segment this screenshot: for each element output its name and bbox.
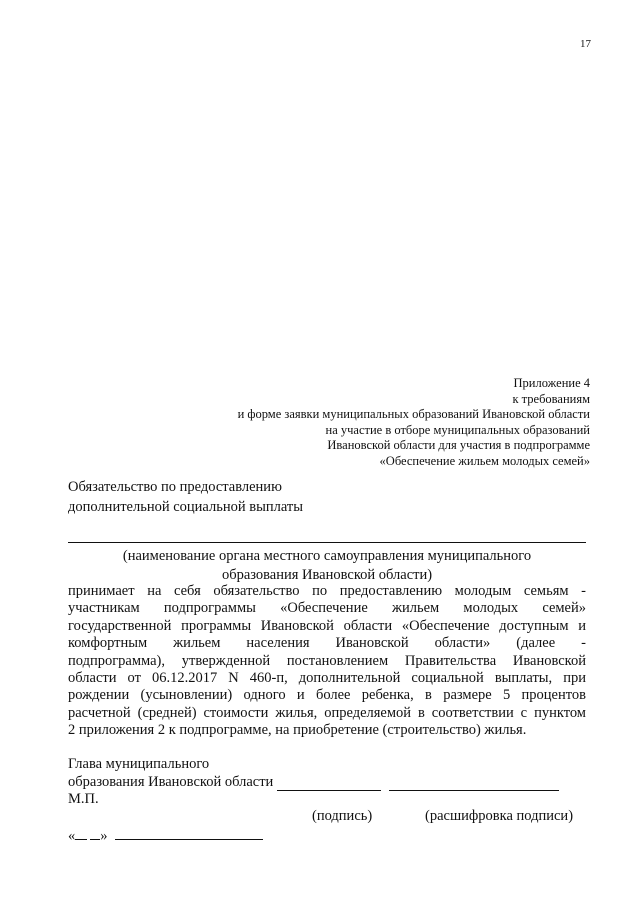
caption-line: образования Ивановской области)	[221, 567, 433, 583]
appendix-line: и форме заявки муниципальных образований Ивановской области	[237, 407, 590, 421]
signature-decoding-caption: (расшифровка подписи)	[425, 808, 574, 824]
body-line: 2 приложения 2 к подпрограмме, на приобретение (строительство) жилья.	[68, 722, 527, 739]
title-line: Обязательство по предоставлению	[68, 479, 282, 495]
body-line: области от 06.12.2017 N 460-п, дополнительной социальной выплаты, при	[68, 670, 586, 687]
page-number: 17	[580, 38, 591, 50]
appendix-line: «Обеспечение жильем молодых семей»	[379, 453, 590, 468]
appendix-line: на участие в отборе муниципальных образований	[325, 422, 590, 437]
head-title-line: Глава муниципального	[68, 756, 210, 772]
obligation-text	[68, 583, 586, 740]
title-line: дополнительной социальной выплаты	[68, 499, 303, 515]
appendix-line: к требованиям	[512, 391, 590, 406]
date-line	[68, 826, 263, 845]
signature-decoding-field[interactable]	[389, 776, 559, 791]
body-line: подпрограмма), утвержденной постановлением Правительства Ивановской	[68, 652, 586, 669]
body-line: комфортным жильем населения Ивановской области» (далее -	[68, 635, 586, 652]
signature-caption: (подпись)	[312, 808, 373, 824]
caption-line: (наименование органа местного самоуправления муниципального	[122, 548, 532, 564]
body-line: участникам подпрограммы «Обеспечение жильем молодых семей»	[68, 600, 586, 617]
org-name-caption	[68, 547, 586, 585]
document-title	[68, 477, 303, 517]
signature-field[interactable]	[277, 776, 381, 791]
head-title-line: образования Ивановской области	[68, 773, 274, 790]
date-day-field-2[interactable]	[90, 826, 100, 840]
date-close-quote: »	[100, 828, 108, 844]
body-line: принимает на себя обязательство по предоставлению молодым семьям -	[68, 583, 586, 599]
date-open-quote: «	[68, 828, 76, 844]
signature-block	[68, 756, 559, 809]
appendix-line: Приложение 4	[513, 376, 590, 390]
date-day-field[interactable]	[75, 826, 87, 840]
body-line: расчетной (средней) стоимости жилья, определяемой в соответствии с пунктом	[68, 704, 586, 721]
body-line: государственной программы Ивановской области «Обеспечение доступным и	[68, 617, 586, 634]
body-line: рождении (усыновлении) одного и более ребенка, в размере 5 процентов	[68, 687, 586, 704]
stamp-label: М.П.	[68, 791, 99, 807]
head-title-row	[68, 774, 559, 792]
appendix-header	[238, 376, 590, 469]
org-name-underline	[68, 542, 586, 543]
appendix-line: Ивановской области для участия в подпрограмме	[327, 438, 590, 452]
date-month-year-field[interactable]	[115, 826, 263, 840]
